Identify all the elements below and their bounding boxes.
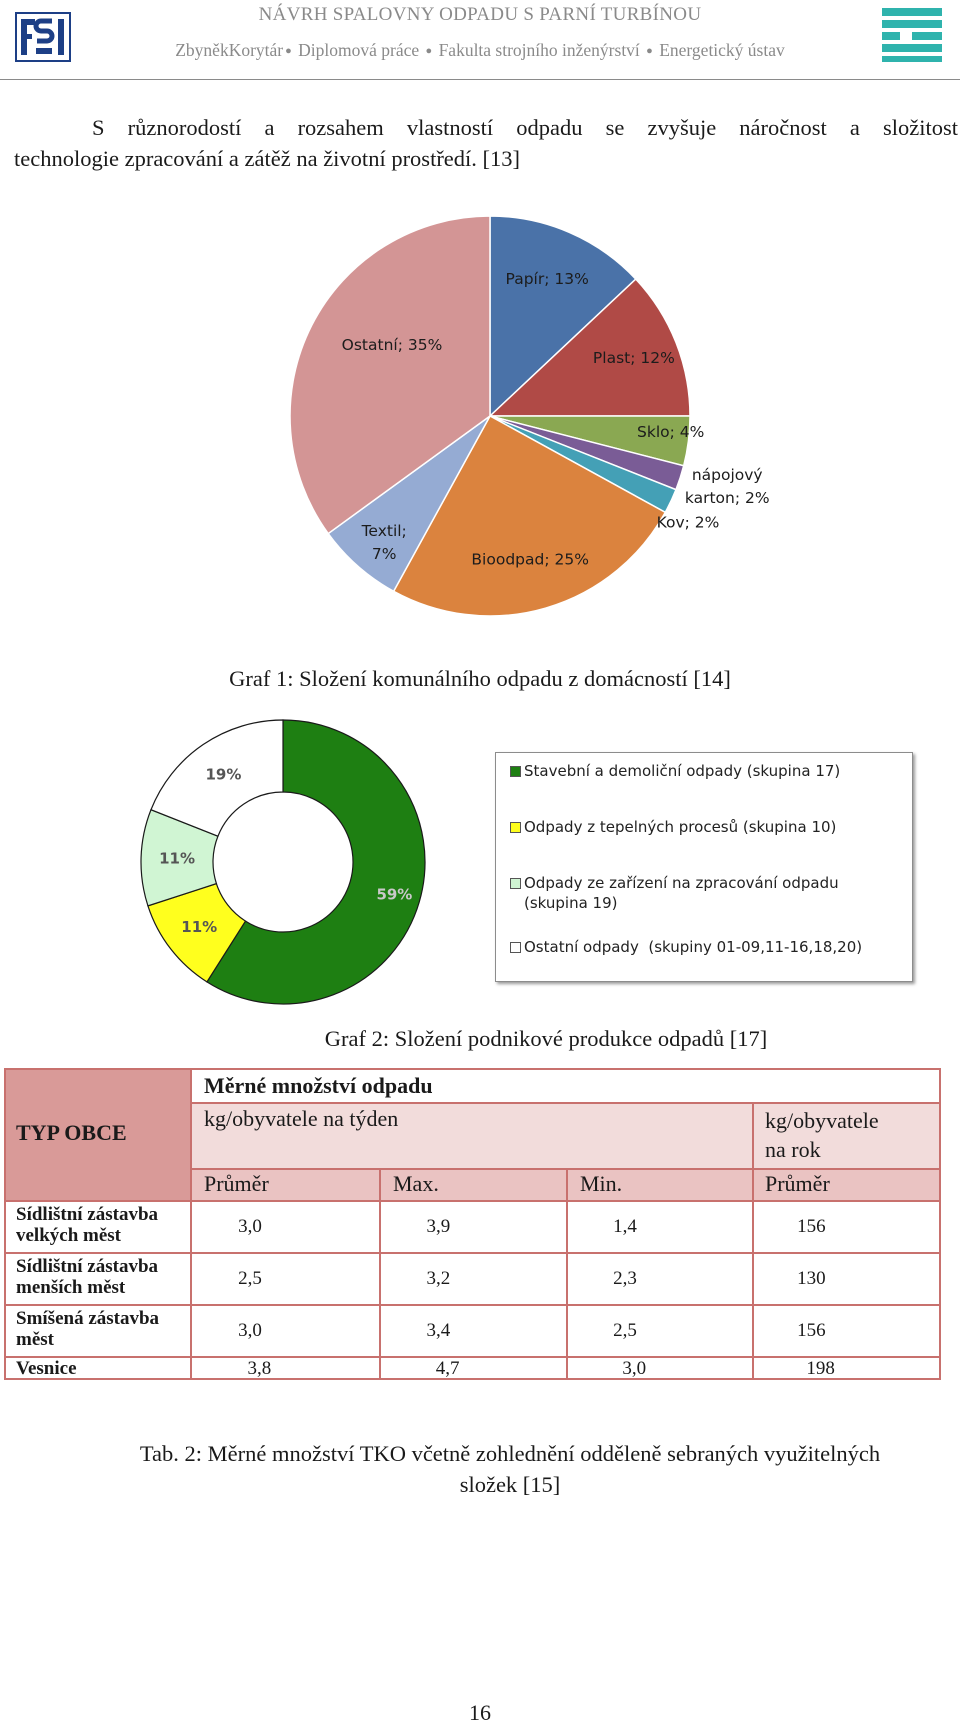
table-cell <box>566 1356 752 1378</box>
subheader-max-text: Max. <box>393 1171 439 1196</box>
pie-label: Kov; 2% <box>656 513 720 532</box>
legend-swatch <box>510 822 521 833</box>
faculty: Fakulta strojního inženýrství <box>438 40 640 60</box>
body-paragraph <box>14 112 958 174</box>
legend-swatch <box>510 766 521 777</box>
cell-value: 4,7 <box>435 1358 460 1379</box>
table-cell <box>379 1252 566 1304</box>
pie-label: Sklo; 4% <box>637 423 705 442</box>
legend-item <box>524 761 904 781</box>
table-cell <box>752 1304 939 1356</box>
legend-swatch <box>510 878 521 889</box>
donut-label: 19% <box>205 765 242 784</box>
legend-label: Odpady ze zařízení na zpracování odpadu <box>524 874 839 892</box>
table-cell <box>192 1304 379 1356</box>
pie-label: Papír; 13% <box>505 269 589 288</box>
table-cell <box>752 1200 939 1252</box>
institute-logo <box>880 6 944 64</box>
donut-label: 59% <box>376 885 413 904</box>
table-cell <box>379 1304 566 1356</box>
pie-label: nápojový karton; 2% <box>684 465 770 507</box>
table-cell <box>192 1356 379 1378</box>
cell-value: 3,8 <box>247 1358 272 1379</box>
table-cell <box>566 1200 752 1252</box>
legend-item <box>524 873 904 913</box>
table-row-label <box>6 1252 192 1304</box>
cell-value: 3,4 <box>426 1320 451 1341</box>
document-subtitle: ZbyněkKorytár ● Diplomová práce ● Fakulta strojního inženýrství ● Energetický ústav <box>175 40 785 60</box>
table-header-group <box>192 1070 939 1104</box>
subheader-avg-text: Průměr <box>204 1171 269 1196</box>
subheader-avg-year-text: Průměr <box>765 1171 830 1196</box>
waste-table <box>4 1068 941 1380</box>
pie-label: Bioodpad; 25% <box>471 550 589 569</box>
legend-swatch <box>510 942 521 953</box>
cell-value: 1,4 <box>613 1216 637 1237</box>
cell-value: 3,0 <box>238 1216 262 1237</box>
header-rule <box>0 79 960 80</box>
subheader-max <box>379 1168 566 1200</box>
page-number: 16 <box>469 1700 491 1725</box>
type-col-label: TYP OBCE <box>16 1120 127 1145</box>
paragraph-line-1: S různorodostí a rozsahem vlastností odpadu se zvyšuje náročnost a složitost <box>92 115 958 140</box>
row-label-text: Vesnice <box>16 1358 77 1379</box>
row-label-text: Sídlištní zástavba menších měst <box>16 1256 159 1298</box>
table-cell <box>192 1252 379 1304</box>
cell-value: 2,5 <box>613 1320 637 1341</box>
pie-label: Textil; 7% <box>361 522 407 564</box>
legend-label-cont: (skupina 19) <box>524 894 618 912</box>
page-header <box>0 0 960 80</box>
table-caption-line-1: Tab. 2: Měrné množství TKO včetně zohlednění odděleně sebraných využitelných <box>139 1441 881 1466</box>
table-row-label <box>6 1304 192 1356</box>
cell-value: 3,9 <box>426 1216 451 1237</box>
table-header-type <box>6 1070 192 1200</box>
fsi-logo <box>14 10 72 64</box>
table-cell <box>192 1200 379 1252</box>
cell-value: 198 <box>806 1358 835 1379</box>
table-caption-line-2: složek [15] <box>459 1472 561 1497</box>
table-header-weekly <box>192 1104 752 1168</box>
subheader-min-text: Min. <box>580 1171 623 1196</box>
table-row-label <box>6 1200 192 1252</box>
cell-value: 130 <box>797 1268 826 1289</box>
document-title: NÁVRH SPALOVNY ODPADU S PARNÍ TURBÍNOU <box>258 4 702 25</box>
cell-value: 2,3 <box>613 1268 637 1289</box>
paragraph-line-2: technologie zpracování a zátěž na životní prostředí. [13] <box>14 146 521 171</box>
cell-value: 3,2 <box>426 1268 451 1289</box>
donut-label: 11% <box>159 849 196 868</box>
pie-label: Ostatní; 35% <box>341 336 443 355</box>
table-cell <box>379 1200 566 1252</box>
chart2-legend <box>495 752 913 982</box>
author: ZbyněkKorytár <box>175 40 284 60</box>
weekly-label: kg/obyvatele na týden <box>204 1106 399 1131</box>
group-label: Měrné množství odpadu <box>204 1073 433 1098</box>
legend-label: Stavební a demoliční odpady (skupina 17) <box>524 762 841 780</box>
subheader-avg-year <box>752 1168 939 1200</box>
table-cell <box>566 1304 752 1356</box>
legend-item <box>524 817 904 837</box>
yearly-label-cont: na rok <box>765 1137 821 1162</box>
table-cell <box>752 1356 939 1378</box>
donut-label: 11% <box>181 917 218 936</box>
chart2-caption: Graf 2: Složení podnikové produkce odpadů [17] <box>324 1026 768 1051</box>
legend-item <box>524 937 904 957</box>
table-cell <box>379 1356 566 1378</box>
table-cell <box>566 1252 752 1304</box>
subheader-min <box>566 1168 752 1200</box>
table-header-yearly <box>752 1104 939 1168</box>
pie-chart-household-waste <box>260 190 820 640</box>
row-label-text: Smíšená zástavba měst <box>16 1308 160 1350</box>
doc-type: Diplomová práce <box>298 40 420 60</box>
chart1-caption: Graf 1: Složení komunálního odpadu z domácností [14] <box>229 666 731 691</box>
donut-chart-industrial-waste <box>135 712 435 1012</box>
yearly-label: kg/obyvatele <box>765 1108 879 1133</box>
pie-label: Plast; 12% <box>592 348 675 367</box>
institute: Energetický ústav <box>659 40 785 60</box>
subheader-avg <box>192 1168 379 1200</box>
legend-label: Ostatní odpady (skupiny 01-09,11-16,18,20) <box>524 938 863 956</box>
row-label-text: Sídlištní zástavba velkých měst <box>16 1204 159 1246</box>
table-caption <box>60 1438 960 1500</box>
table-row-label <box>6 1356 192 1378</box>
cell-value: 3,0 <box>622 1358 647 1379</box>
cell-value: 3,0 <box>238 1320 262 1341</box>
legend-label: Odpady z tepelných procesů (skupina 10) <box>524 818 837 836</box>
table-cell <box>752 1252 939 1304</box>
cell-value: 2,5 <box>238 1268 262 1289</box>
cell-value: 156 <box>797 1216 826 1237</box>
cell-value: 156 <box>797 1320 826 1341</box>
